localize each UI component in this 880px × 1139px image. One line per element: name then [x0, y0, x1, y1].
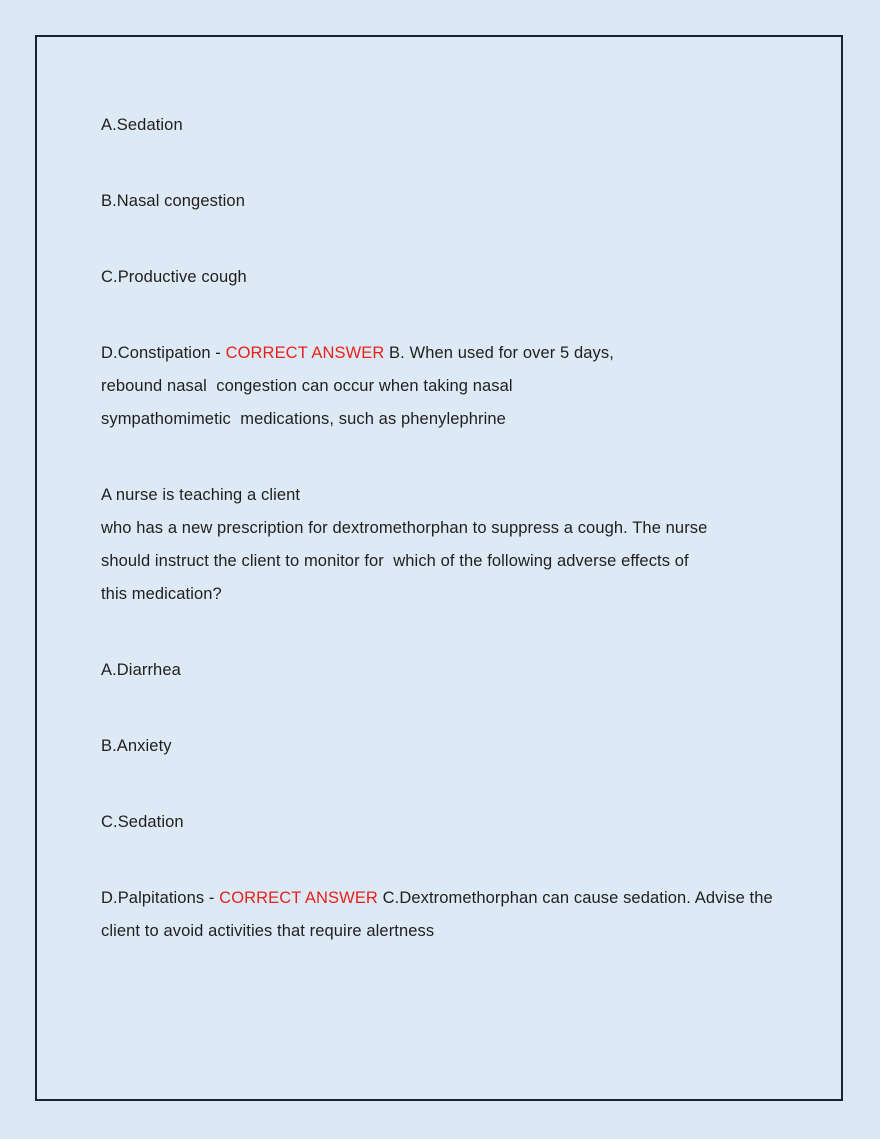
text-line [101, 337, 777, 370]
text-segment: C.Sedation [101, 813, 184, 831]
text-block [101, 882, 777, 948]
text-line [101, 109, 777, 142]
text-block [101, 479, 777, 611]
text-line [101, 578, 777, 611]
text-segment: B. When used for over 5 days, [384, 344, 614, 362]
text-segment: A nurse is teaching a client [101, 486, 301, 504]
text-line [101, 806, 777, 839]
text-line [101, 403, 777, 436]
text-segment: rebound nasal congestion can occur when taking nasal [101, 377, 513, 395]
text-block [101, 654, 777, 687]
text-segment: D.Constipation - [101, 344, 226, 362]
text-block [101, 261, 777, 294]
text-segment: A.Sedation [101, 116, 183, 134]
text-segment: A.Diarrhea [101, 661, 181, 679]
text-line [101, 915, 777, 948]
text-segment: C.Dextromethorphan can cause sedation. Advise the [377, 889, 773, 907]
text-line [101, 512, 777, 545]
text-segment: client to avoid activities that require alertness [101, 922, 435, 940]
text-block [101, 337, 777, 436]
correct-answer-label: CORRECT ANSWER [219, 889, 378, 907]
text-line [101, 654, 777, 687]
correct-answer-label: CORRECT ANSWER [225, 344, 385, 362]
text-segment: who has a new prescription for dextromethorphan to suppress a cough. The nurse [101, 519, 708, 537]
text-line [101, 370, 777, 403]
text-line [101, 882, 777, 915]
text-line [101, 261, 777, 294]
text-segment: this medication? [101, 585, 222, 603]
text-line [101, 730, 777, 763]
text-segment: sympathomimetic medications, such as phenylephrine [101, 410, 506, 428]
text-block [101, 109, 777, 142]
document-page [35, 35, 843, 1101]
text-block [101, 806, 777, 839]
text-segment: should instruct the client to monitor for which of the following adverse effects of [101, 552, 689, 570]
text-line [101, 185, 777, 218]
text-block [101, 730, 777, 763]
text-segment: C.Productive cough [101, 268, 247, 286]
text-segment: B.Anxiety [101, 737, 172, 755]
text-line [101, 545, 777, 578]
text-segment: B.Nasal congestion [101, 192, 245, 210]
page-content [37, 37, 841, 988]
text-block [101, 185, 777, 218]
text-segment: D.Palpitations - [101, 889, 220, 907]
text-line [101, 479, 777, 512]
